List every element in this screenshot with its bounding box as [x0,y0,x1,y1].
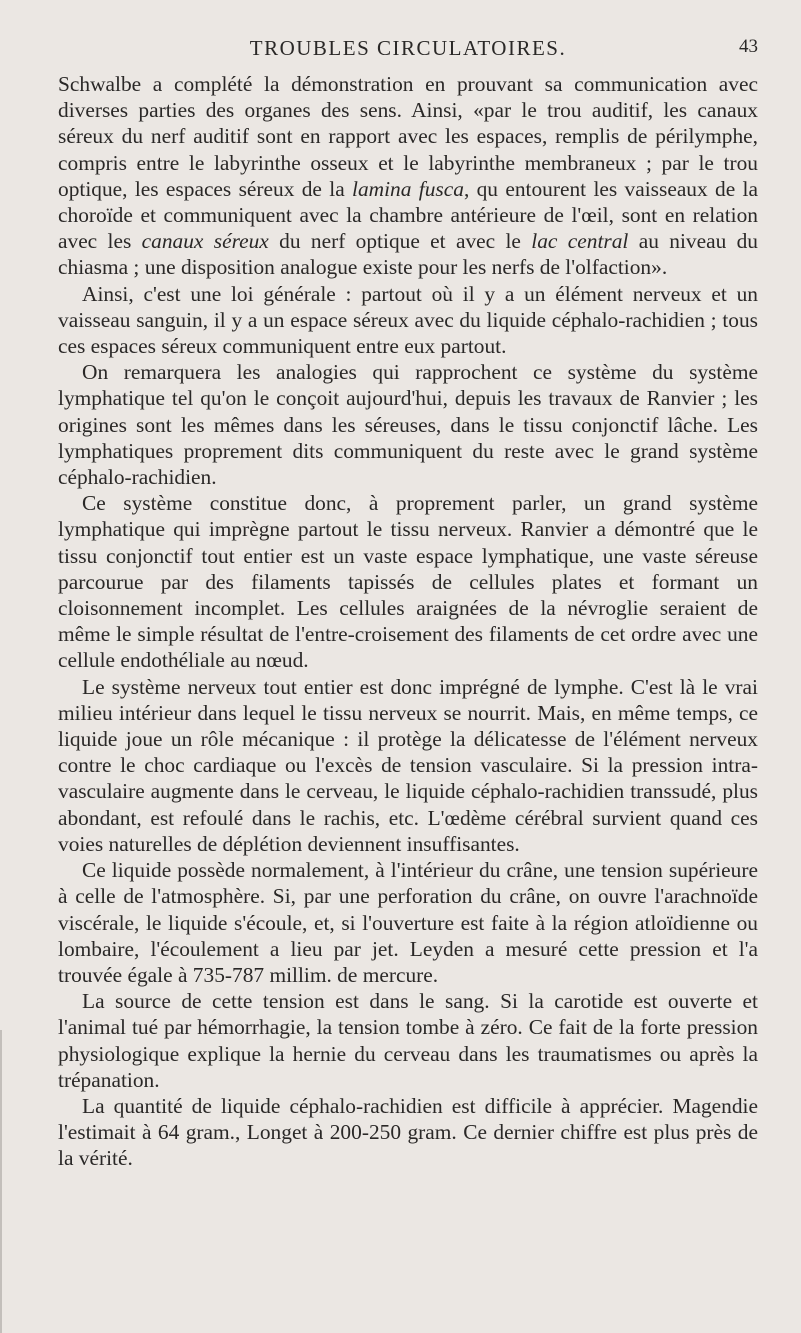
paragraph-2: Ainsi, c'est une loi générale : partout où il y a un élément nerveux et un vaisseau sanguin, il y a un espace séreux avec du liquide céphalo-rachidien ; tous ces espaces séreux communiquent entre eux partout. [58,281,758,359]
running-header [58,36,758,66]
text-run: au niveau du chiasma ; une disposition analogue existe pour les nerfs de l'olfaction». [58,229,758,280]
body-text [58,71,758,1172]
paragraph-6: Ce liquide possède normalement, à l'intérieur du crâne, une tension supérieure à celle de l'atmosphère. Si, par une perforation du crâne, on ouvre l'arachnoïde viscérale, le liquide s'écoule, et, si l'ouverture est faite à la région atloïdienne ou lombaire, l'écoulement a lieu par jet. Leyden a mesuré cette pression et l'a trouvée égale à 735-787 millim. de mercure. [58,858,758,987]
italic-term: lac central [531,229,629,254]
paragraph-4: Ce système constitue donc, à proprement parler, un grand système lymphatique qui imprègne partout le tissu nerveux. Ranvier a démontré que le tissu conjonctif tout entier est un vaste espace lymphatique, une vaste séreuse parcourue par des filaments tapissés de cellules plates et formant un cloisonnement incomplet. Les cellules araignées de la névroglie seraient de même le simple résultat de l'entre-croisement des filaments de cet ordre avec une cellule endothéliale au nœud. [58,491,758,673]
paragraph-8: La quantité de liquide céphalo-rachidien est difficile à apprécier. Magendie l'estimait à 64 gram., Longet à 200-250 gram. Ce dernier chiffre est plus près de la vérité. [58,1093,758,1171]
paragraph-3: On remarquera les analogies qui rapprochent ce système du système lymphatique tel qu'on le conçoit aujourd'hui, depuis les travaux de Ranvier ; les origines sont les mêmes dans les séreuses, dans le tissu conjonctif lâche. Les lymphatiques proprement dits communiquent du reste avec le grand système céphalo-rachidien. [58,360,758,490]
paragraph-7: La source de cette tension est dans le sang. Si la carotide est ouverte et l'animal tué par hémorrhagie, la tension tombe à zéro. Ce fait de la forte pression physiologique explique la hernie du cerveau dans les traumatismes ou après la trépanation. [58,989,758,1092]
italic-term: lamina fusca [352,176,464,201]
page-edge-shadow [0,1030,2,1333]
paragraph-1 [58,71,758,281]
header-title: TROUBLES CIRCULATOIRES. [249,36,567,60]
page-number: 43 [739,36,758,57]
text-run: du nerf optique et avec le [268,229,532,254]
italic-term: canaux séreux [141,229,269,254]
paragraph-5: Le système nerveux tout entier est donc imprégné de lymphe. C'est là le vrai milieu intérieur dans lequel le tissu nerveux se nourrit. Mais, en même temps, ce liquide joue un rôle mécanique : il protège la délicatesse de l'élément nerveux contre le choc cardiaque ou l'excès de tension vasculaire. Si la pression intra-vasculaire augmente dans le cerveau, le liquide céphalo-rachidien transsudé, plus abondant, est refoulé dans le rachis, etc. L'œdème cérébral survient quand ces voies naturelles de déplétion deviennent insuffisantes. [58,674,758,856]
text-run: , qu entourent les vaisseaux de la choroïde et communiquent avec la chambre antérieure de l'œil, sont en relation avec les [58,176,758,254]
text-run: Schwalbe a complété la démonstration en prouvant sa communication avec diverses parties des organes des sens. Ainsi, «par le trou auditif, les canaux séreux du nerf auditif sont en rapport avec les espaces, remplis de périlymphe, compris entre le labyrinthe osseux et le labyrinthe membraneux ; par le trou optique, les espaces séreux de la [58,72,758,201]
